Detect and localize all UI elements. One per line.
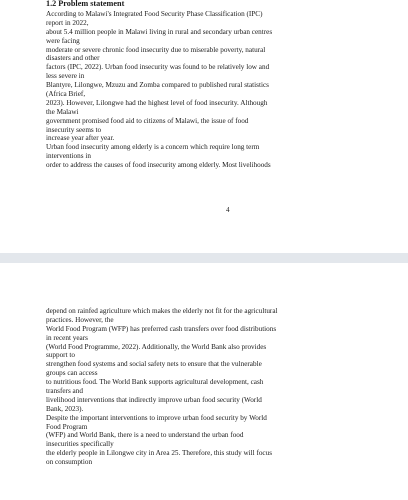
text-line: World Food Program (WFP) has preferred cash transfers over food distributions xyxy=(46,324,277,333)
text-line: (World Food Programme, 2022). Additionally, the World Bank also provides xyxy=(46,342,267,351)
text-line: 2023). However, Lilongwe had the highest level of food insecurity. Although xyxy=(46,98,268,107)
text-line: report in 2022, xyxy=(46,18,89,27)
text-line: Despite the important interventions to improve urban food security by World xyxy=(46,413,267,422)
text-line: order to address the causes of food insecurity among elderly. Most livelihoods xyxy=(46,161,271,170)
text-line: on consumption xyxy=(46,458,93,467)
text-line: insecurity seems to xyxy=(46,125,102,134)
text-line: According to Malawi's Integrated Food Security Phase Classification (IPC) xyxy=(46,10,263,18)
text-line: government promised food aid to citizens of Malawi, the issue of food xyxy=(46,116,249,125)
text-line: in recent years xyxy=(46,333,88,342)
text-line: insecurities specifically xyxy=(46,440,114,449)
text-line: support to xyxy=(46,351,75,360)
text-line: (Africa Brief, xyxy=(46,90,86,99)
paragraph-block-bottom xyxy=(46,307,356,467)
text-line: depend on rainfed agriculture which makes the elderly not fit for the agricultural xyxy=(46,307,278,315)
text-line: Blantyre, Lilongwe, Mzuzu and Zomba compared to published rural statistics xyxy=(46,81,269,90)
text-line: the Malawi xyxy=(46,107,79,116)
text-line: transfers and xyxy=(46,387,83,396)
page-separator xyxy=(0,253,408,263)
text-line: about 5.4 million people in Malawi living in rural and secondary urban centres xyxy=(46,27,273,36)
paragraph-block-top xyxy=(46,10,356,170)
text-line: disasters and other xyxy=(46,54,100,63)
document-page-bottom xyxy=(0,263,408,500)
text-line: (WFP) and World Bank, there is a need to understand the urban food xyxy=(46,431,244,440)
text-line: were facing xyxy=(46,36,80,45)
text-line: factors (IPC, 2022). Urban food insecurity was found to be relatively low and xyxy=(46,63,270,72)
text-line: Food Program xyxy=(46,422,88,431)
text-line: the elderly people in Lilongwe city in Area 25. Therefore, this study will focus xyxy=(46,449,273,458)
text-line: interventions in xyxy=(46,152,91,161)
text-line: practices. However, the xyxy=(46,315,114,324)
text-line: livelihood interventions that indirectly improve urban food security (World xyxy=(46,395,262,404)
text-line: strengthen food systems and social safety nets to ensure that the vulnerable xyxy=(46,360,262,369)
text-line: Urban food insecurity among elderly is a concern which require long term xyxy=(46,143,260,152)
text-line: increase year after year. xyxy=(46,134,115,143)
text-line: less severe in xyxy=(46,72,85,81)
text-line: groups can access xyxy=(46,369,98,378)
text-line: Bank, 2023). xyxy=(46,404,84,413)
page-number: 4 xyxy=(226,206,230,214)
text-line: moderate or severe chronic food insecurity due to miserable poverty, natural xyxy=(46,45,266,54)
section-heading: 1.2 Problem statement xyxy=(46,0,125,8)
text-line: to nutritious food. The World Bank supports agricultural development, cash xyxy=(46,378,264,387)
